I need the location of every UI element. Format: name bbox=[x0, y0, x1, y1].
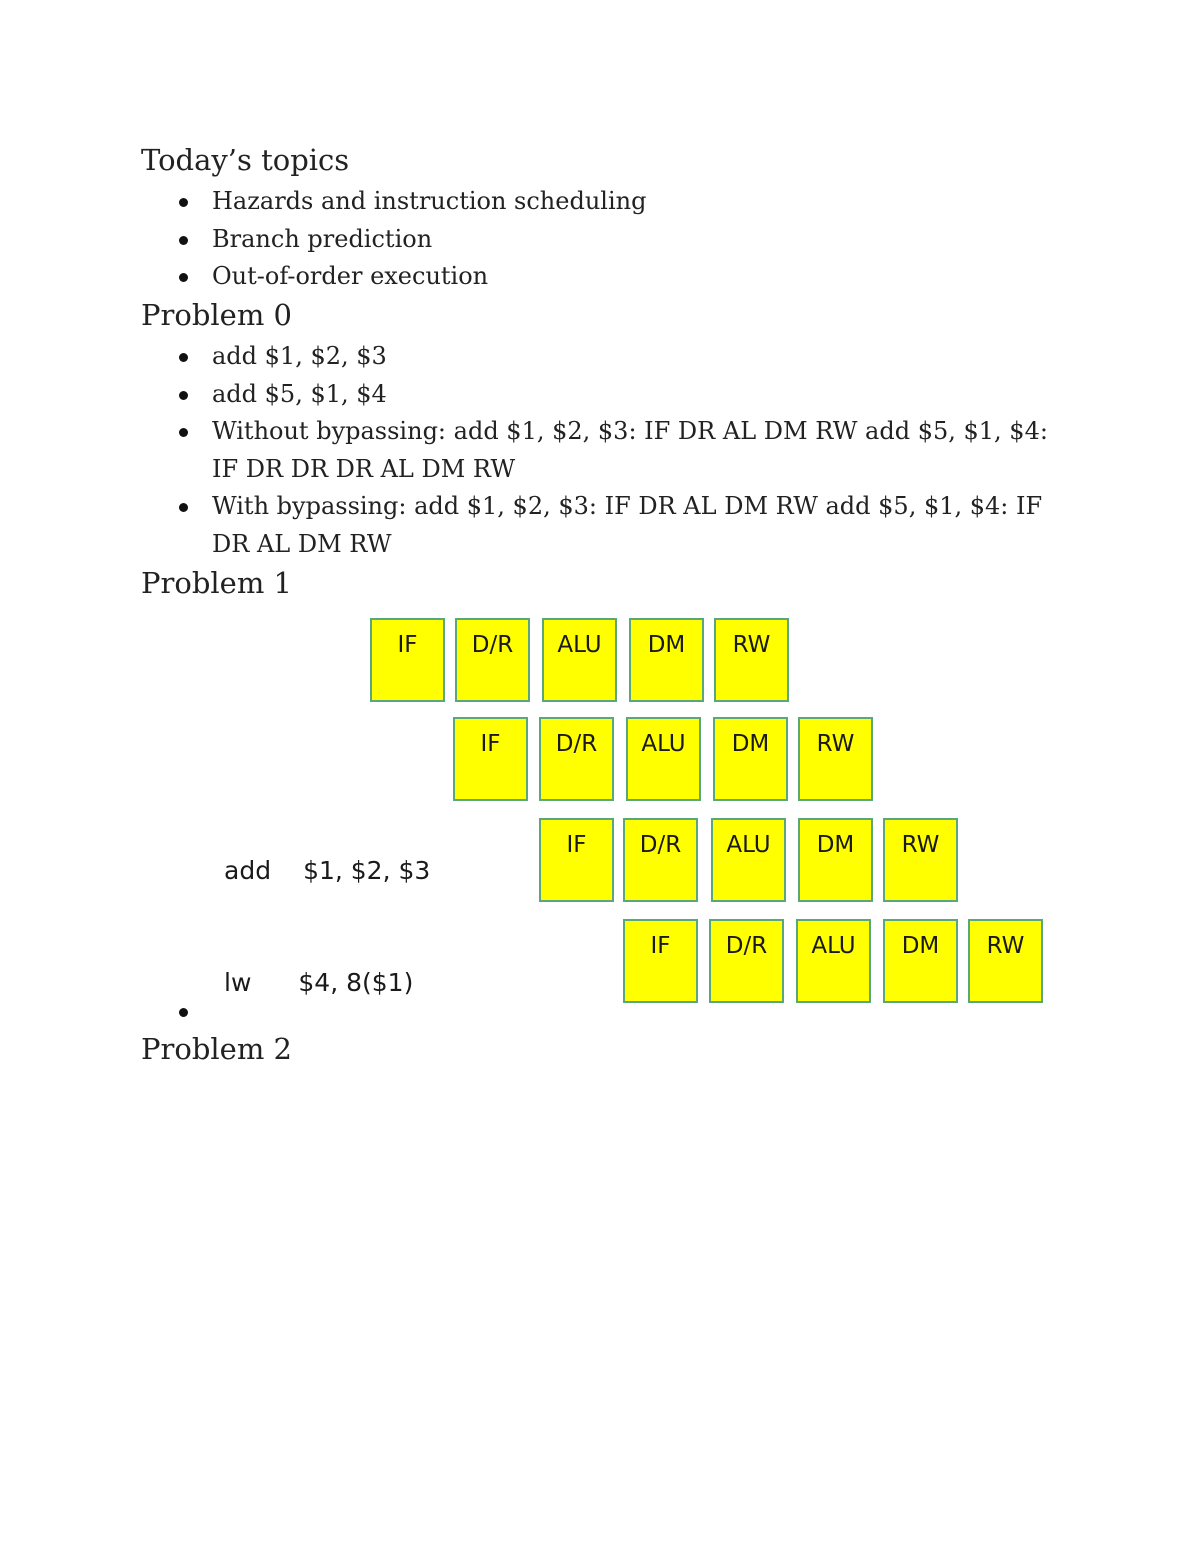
instruction-op: add bbox=[224, 856, 272, 885]
pipeline-stage: DM bbox=[883, 919, 958, 1003]
problem0-list bbox=[0, 338, 1072, 563]
pipeline-stage: D/R bbox=[539, 717, 614, 801]
instruction-args: $1, $2, $3 bbox=[303, 856, 431, 885]
list-item-text: Hazards and instruction scheduling bbox=[212, 187, 647, 215]
pipeline-stage: D/R bbox=[623, 818, 698, 902]
pipeline-stage: RW bbox=[798, 717, 873, 801]
pipeline-stage: IF bbox=[370, 618, 445, 702]
pipeline-stage: D/R bbox=[709, 919, 784, 1003]
list-item bbox=[0, 183, 1072, 221]
instruction-op: lw bbox=[224, 968, 252, 997]
list-item-text: With bypassing: add $1, $2, $3: IF DR AL DM RW add $5, $1, $4: IF DR AL DM RW bbox=[212, 492, 1043, 558]
list-item-text: add $5, $1, $4 bbox=[212, 379, 387, 408]
pipeline-stage: RW bbox=[883, 818, 958, 902]
list-item-text: Branch prediction bbox=[212, 224, 433, 253]
instruction-args: $4, 8($1) bbox=[298, 968, 414, 997]
pipeline-stage: RW bbox=[714, 618, 789, 702]
pipeline-stage: IF bbox=[623, 919, 698, 1003]
problem2-heading: Problem 2 bbox=[141, 1032, 293, 1066]
pipeline-stage: D/R bbox=[455, 618, 530, 702]
bullet-icon bbox=[179, 353, 188, 362]
pipeline-stage: ALU bbox=[796, 919, 871, 1003]
bullet-icon bbox=[179, 236, 188, 245]
list-item-text: add $1, $2, $3 bbox=[212, 342, 387, 370]
pipeline-stage: DM bbox=[798, 818, 873, 902]
list-item bbox=[0, 221, 1072, 259]
pipeline-stage: ALU bbox=[626, 717, 701, 801]
bullet-icon bbox=[179, 1008, 188, 1017]
list-item bbox=[0, 413, 1072, 488]
instruction-add bbox=[224, 856, 430, 885]
bullet-icon bbox=[179, 198, 188, 207]
bullet-icon bbox=[179, 391, 188, 400]
pipeline-stage: DM bbox=[713, 717, 788, 801]
pipeline-stage: DM bbox=[629, 618, 704, 702]
list-item bbox=[0, 258, 1072, 296]
pipeline-stage: ALU bbox=[542, 618, 617, 702]
list-item bbox=[0, 488, 1072, 563]
list-item-text: Without bypassing: add $1, $2, $3: IF DR AL DM RW add $5, $1, $4: IF DR DR DR AL DM RW bbox=[212, 417, 1048, 483]
bullet-icon bbox=[179, 273, 188, 282]
list-item bbox=[0, 338, 1072, 376]
instruction-lw bbox=[224, 968, 413, 997]
pipeline-stage: RW bbox=[968, 919, 1043, 1003]
topics-list bbox=[0, 183, 1072, 296]
problem0-heading: Problem 0 bbox=[141, 298, 293, 332]
list-item bbox=[0, 376, 1072, 414]
list-item-text: Out-of-order execution bbox=[212, 262, 489, 290]
pipeline-stage: IF bbox=[539, 818, 614, 902]
pipeline-stage: ALU bbox=[711, 818, 786, 902]
pipeline-stage: IF bbox=[453, 717, 528, 801]
problem1-heading: Problem 1 bbox=[141, 566, 293, 600]
bullet-icon bbox=[179, 503, 188, 512]
bullet-icon bbox=[179, 428, 188, 437]
topics-heading: Today’s topics bbox=[141, 143, 350, 177]
